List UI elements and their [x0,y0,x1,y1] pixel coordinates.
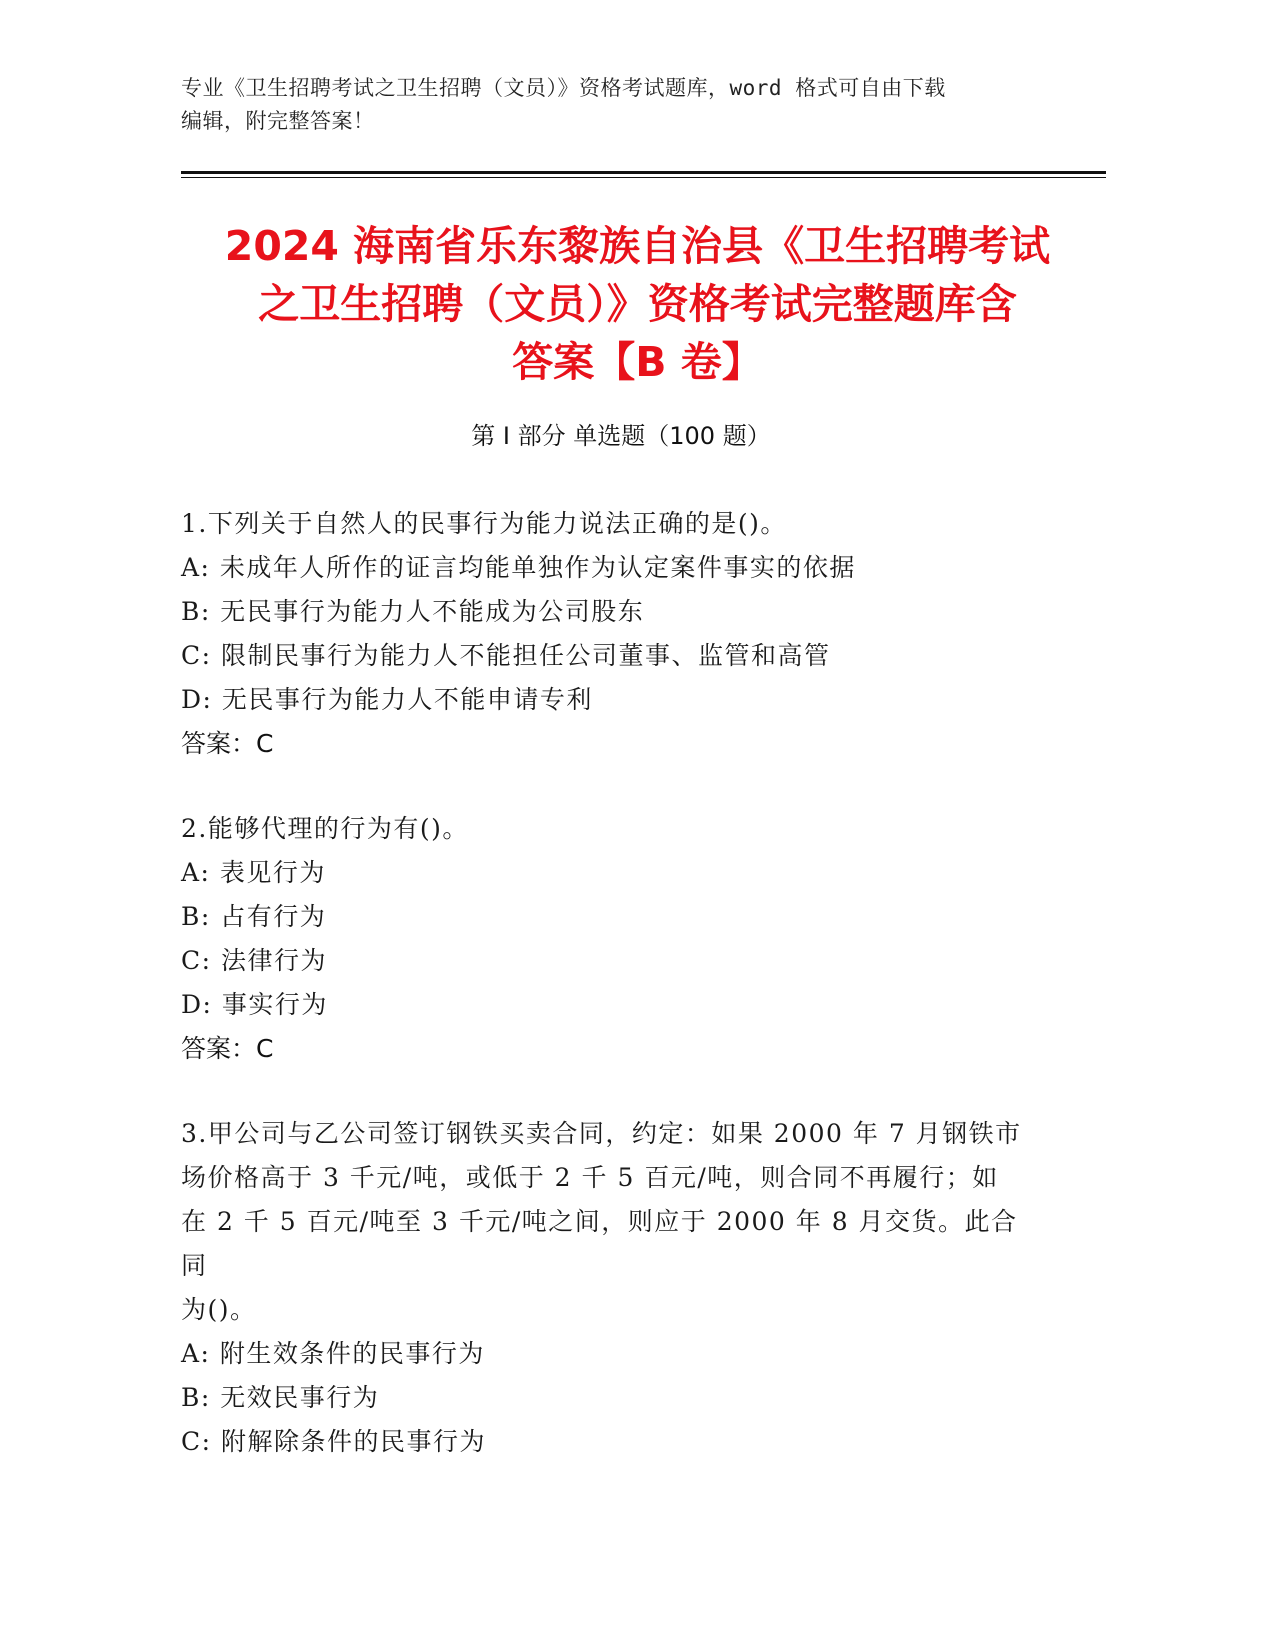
section-title: 第 I 部分 单选题（100 题） [471,422,771,450]
question-stem-line-1: 3.甲公司与乙公司签订钢铁买卖合同，约定：如果 2000 年 7 月钢铁市 [181,1119,1022,1148]
header-divider-thin [181,177,1106,178]
option-b: B: 占有行为 [181,902,327,931]
question-1 [181,502,1041,766]
option-c: C: 附解除条件的民事行为 [181,1427,486,1456]
document-title [160,217,1115,391]
option-a: A: 附生效条件的民事行为 [181,1339,485,1368]
question-stem: 1.下列关于自然人的民事行为能力说法正确的是()。 [181,509,787,538]
option-b: B: 无民事行为能力人不能成为公司股东 [181,597,645,626]
option-a: A: 未成年人所作的证言均能单独作为认定案件事实的依据 [181,553,856,582]
option-d: D: 无民事行为能力人不能申请专利 [181,685,593,714]
question-answer: 答案：C [181,1034,274,1063]
option-c: C: 法律行为 [181,946,327,975]
header-note-line-2: 编辑，附完整答案！ [181,109,375,133]
question-stem-line-2: 场价格高于 3 千元/吨，或低于 2 千 5 百元/吨，则合同不再履行；如 [181,1163,999,1192]
option-c: C: 限制民事行为能力人不能担任公司董事、监管和高管 [181,641,831,670]
question-stem-line-4: 为()。 [181,1295,257,1324]
question-2 [181,807,1041,1071]
question-stem: 2.能够代理的行为有()。 [181,814,469,843]
header-note [181,72,1061,138]
document-title-line-3: 答案【B 卷】 [512,338,763,386]
option-a: A: 表见行为 [181,858,326,887]
header-note-line-1: 专业《卫生招聘考试之卫生招聘（文员）》资格考试题库，word 格式可自由下载 [181,76,946,100]
document-title-line-2: 之卫生招聘（文员）》资格考试完整题库含 [258,280,1017,328]
header-divider-thick [181,171,1106,174]
option-b: B: 无效民事行为 [181,1383,380,1412]
question-list [181,502,1041,1505]
question-3 [181,1112,1041,1464]
question-answer: 答案：C [181,729,274,758]
option-d: D: 事实行为 [181,990,328,1019]
question-stem-line-3: 在 2 千 5 百元/吨至 3 千元/吨之间，则应于 2000 年 8 月交货。此合同 [181,1207,1018,1280]
document-title-line-1: 2024 海南省乐东黎族自治县《卫生招聘考试 [224,222,1051,270]
